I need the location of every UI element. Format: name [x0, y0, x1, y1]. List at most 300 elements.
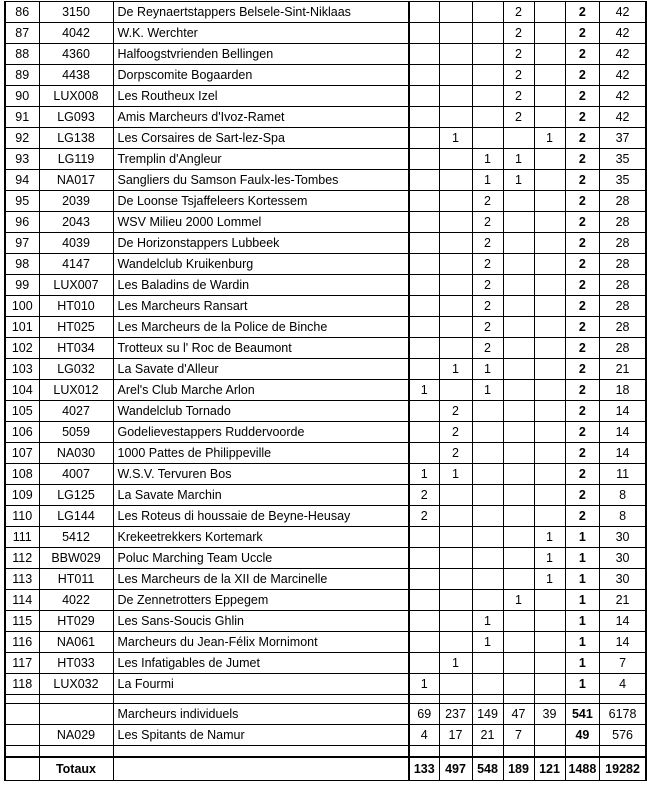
- count-cell-4: [503, 296, 534, 317]
- count-cell-3: [472, 443, 503, 464]
- count-cell-4: 7: [503, 725, 534, 746]
- total-count-cell: 1: [565, 590, 600, 611]
- club-name-cell: Les Spitants de Namur: [113, 725, 409, 746]
- club-name-cell: Halfoogstvrienden Bellingen: [113, 44, 409, 65]
- count-cell-4: [503, 548, 534, 569]
- total-count-cell: 2: [565, 506, 600, 527]
- total-count-cell: 1: [565, 674, 600, 695]
- code-cell: 4007: [39, 464, 113, 485]
- code-cell: NA017: [39, 170, 113, 191]
- rank-cell: 91: [5, 107, 39, 128]
- rank-cell: 86: [5, 2, 39, 23]
- points-cell: 28: [600, 275, 646, 296]
- code-cell: [39, 746, 113, 758]
- rank-cell: 118: [5, 674, 39, 695]
- club-name-cell: Les Routheux Izel: [113, 86, 409, 107]
- count-cell-5: 121: [534, 757, 565, 781]
- count-cell-1: [409, 149, 439, 170]
- club-name-cell: Tremplin d'Angleur: [113, 149, 409, 170]
- count-cell-1: 4: [409, 725, 439, 746]
- club-name-cell: Wandelclub Kruikenburg: [113, 254, 409, 275]
- club-name-cell: Les Infatigables de Jumet: [113, 653, 409, 674]
- rank-cell: 109: [5, 485, 39, 506]
- count-cell-2: [439, 149, 472, 170]
- count-cell-2: [439, 65, 472, 86]
- club-name-cell: Trotteux su l' Roc de Beaumont: [113, 338, 409, 359]
- club-name-cell: Arel's Club Marche Arlon: [113, 380, 409, 401]
- club-name-cell: [113, 746, 409, 758]
- rank-cell: 115: [5, 611, 39, 632]
- count-cell-2: 1: [439, 359, 472, 380]
- code-cell: HT011: [39, 569, 113, 590]
- spacer-row: [5, 695, 646, 704]
- club-name-cell: WSV Milieu 2000 Lommel: [113, 212, 409, 233]
- code-cell: 5412: [39, 527, 113, 548]
- points-cell: 35: [600, 170, 646, 191]
- count-cell-3: 2: [472, 275, 503, 296]
- total-count-cell: 2: [565, 44, 600, 65]
- points-cell: 42: [600, 44, 646, 65]
- code-cell: LG138: [39, 128, 113, 149]
- club-name-cell: Amis Marcheurs d'Ivoz-Ramet: [113, 107, 409, 128]
- count-cell-1: [409, 86, 439, 107]
- count-cell-3: 2: [472, 233, 503, 254]
- count-cell-2: [439, 275, 472, 296]
- count-cell-4: 2: [503, 23, 534, 44]
- total-count-cell: 1488: [565, 757, 600, 781]
- ranking-table: [4, 1, 647, 781]
- count-cell-5: [534, 107, 565, 128]
- rank-cell: 94: [5, 170, 39, 191]
- table-row: [5, 212, 646, 233]
- table-row: [5, 233, 646, 254]
- rank-cell: 107: [5, 443, 39, 464]
- count-cell-1: [409, 632, 439, 653]
- code-cell: 4042: [39, 23, 113, 44]
- points-cell: 28: [600, 191, 646, 212]
- club-name-cell: [113, 695, 409, 704]
- rank-cell: [5, 704, 39, 725]
- count-cell-4: 2: [503, 107, 534, 128]
- rank-cell: 97: [5, 233, 39, 254]
- rank-cell: 87: [5, 23, 39, 44]
- count-cell-1: [409, 527, 439, 548]
- table-row: [5, 23, 646, 44]
- rank-cell: 110: [5, 506, 39, 527]
- count-cell-4: 2: [503, 65, 534, 86]
- code-cell: [39, 695, 113, 704]
- count-cell-5: [534, 443, 565, 464]
- total-count-cell: 2: [565, 401, 600, 422]
- count-cell-3: 1: [472, 170, 503, 191]
- count-cell-5: [534, 401, 565, 422]
- count-cell-3: [472, 506, 503, 527]
- count-cell-2: [439, 527, 472, 548]
- code-cell: HT029: [39, 611, 113, 632]
- total-count-cell: 1: [565, 611, 600, 632]
- code-cell: HT034: [39, 338, 113, 359]
- points-cell: 35: [600, 149, 646, 170]
- table-row: [5, 86, 646, 107]
- count-cell-3: [472, 464, 503, 485]
- total-count-cell: 2: [565, 296, 600, 317]
- points-cell: 19282: [600, 757, 646, 781]
- count-cell-5: [534, 296, 565, 317]
- code-cell: HT033: [39, 653, 113, 674]
- count-cell-1: [409, 254, 439, 275]
- count-cell-1: [409, 2, 439, 23]
- count-cell-4: [503, 485, 534, 506]
- count-cell-3: [472, 485, 503, 506]
- count-cell-3: 1: [472, 632, 503, 653]
- total-count-cell: 541: [565, 704, 600, 725]
- count-cell-1: 2: [409, 485, 439, 506]
- table-row: [5, 275, 646, 296]
- rank-cell: 100: [5, 296, 39, 317]
- count-cell-5: [534, 695, 565, 704]
- count-cell-5: [534, 725, 565, 746]
- count-cell-4: [503, 128, 534, 149]
- rank-cell: 93: [5, 149, 39, 170]
- table-row: [5, 422, 646, 443]
- count-cell-3: 1: [472, 611, 503, 632]
- points-cell: [600, 746, 646, 758]
- points-cell: 8: [600, 506, 646, 527]
- club-name-cell: Les Roteus di houssaie de Beyne-Heusay: [113, 506, 409, 527]
- table-row: [5, 590, 646, 611]
- points-cell: 28: [600, 233, 646, 254]
- count-cell-4: [503, 527, 534, 548]
- count-cell-1: 1: [409, 464, 439, 485]
- count-cell-1: 1: [409, 674, 439, 695]
- count-cell-4: [503, 191, 534, 212]
- count-cell-1: [409, 548, 439, 569]
- rank-cell: 112: [5, 548, 39, 569]
- count-cell-3: 2: [472, 317, 503, 338]
- count-cell-2: [439, 338, 472, 359]
- total-count-cell: 2: [565, 149, 600, 170]
- count-cell-5: [534, 632, 565, 653]
- count-cell-1: 1: [409, 380, 439, 401]
- rank-cell: 90: [5, 86, 39, 107]
- table-row: [5, 380, 646, 401]
- count-cell-1: [409, 296, 439, 317]
- count-cell-4: [503, 611, 534, 632]
- count-cell-1: [409, 422, 439, 443]
- count-cell-4: [503, 443, 534, 464]
- club-name-cell: Les Sans-Soucis Ghlin: [113, 611, 409, 632]
- count-cell-4: [503, 506, 534, 527]
- rank-cell: [5, 725, 39, 746]
- club-name-cell: W.K. Werchter: [113, 23, 409, 44]
- count-cell-5: 1: [534, 128, 565, 149]
- points-cell: 42: [600, 23, 646, 44]
- club-name-cell: De Reynaertstappers Belsele-Sint-Niklaas: [113, 2, 409, 23]
- rank-cell: [5, 746, 39, 758]
- club-name-cell: Poluc Marching Team Uccle: [113, 548, 409, 569]
- count-cell-5: [534, 464, 565, 485]
- count-cell-4: 189: [503, 757, 534, 781]
- total-count-cell: [565, 695, 600, 704]
- code-cell: NA061: [39, 632, 113, 653]
- table-row: [5, 485, 646, 506]
- count-cell-4: [503, 212, 534, 233]
- code-cell: LUX012: [39, 380, 113, 401]
- count-cell-2: 1: [439, 464, 472, 485]
- total-count-cell: 2: [565, 233, 600, 254]
- count-cell-3: 21: [472, 725, 503, 746]
- count-cell-4: [503, 380, 534, 401]
- table-row: [5, 338, 646, 359]
- code-cell: LG119: [39, 149, 113, 170]
- count-cell-5: [534, 317, 565, 338]
- count-cell-3: [472, 65, 503, 86]
- code-cell: LUX008: [39, 86, 113, 107]
- code-cell: HT010: [39, 296, 113, 317]
- count-cell-3: [472, 548, 503, 569]
- table-row: [5, 107, 646, 128]
- club-name-cell: La Savate d'Alleur: [113, 359, 409, 380]
- count-cell-2: 17: [439, 725, 472, 746]
- count-cell-5: [534, 653, 565, 674]
- count-cell-3: 548: [472, 757, 503, 781]
- total-count-cell: 2: [565, 464, 600, 485]
- count-cell-2: [439, 548, 472, 569]
- count-cell-3: [472, 44, 503, 65]
- total-count-cell: 2: [565, 23, 600, 44]
- points-cell: 42: [600, 107, 646, 128]
- code-cell: HT025: [39, 317, 113, 338]
- table-row: [5, 401, 646, 422]
- total-count-cell: 2: [565, 107, 600, 128]
- total-count-cell: 2: [565, 128, 600, 149]
- table-row: [5, 653, 646, 674]
- summary-row: [5, 704, 646, 725]
- count-cell-4: [503, 359, 534, 380]
- count-cell-1: [409, 338, 439, 359]
- count-cell-3: [472, 653, 503, 674]
- count-cell-2: [439, 107, 472, 128]
- count-cell-3: [472, 23, 503, 44]
- count-cell-3: 1: [472, 380, 503, 401]
- points-cell: 14: [600, 422, 646, 443]
- points-cell: 576: [600, 725, 646, 746]
- rank-cell: 111: [5, 527, 39, 548]
- club-name-cell: Dorpscomite Bogaarden: [113, 65, 409, 86]
- table-row: [5, 2, 646, 23]
- count-cell-2: [439, 569, 472, 590]
- table-row: [5, 506, 646, 527]
- count-cell-5: [534, 359, 565, 380]
- count-cell-5: [534, 212, 565, 233]
- rank-cell: 104: [5, 380, 39, 401]
- table-row: [5, 611, 646, 632]
- count-cell-4: [503, 632, 534, 653]
- club-name-cell: La Savate Marchin: [113, 485, 409, 506]
- total-count-cell: 2: [565, 422, 600, 443]
- count-cell-1: [409, 107, 439, 128]
- count-cell-5: [534, 170, 565, 191]
- code-cell: 3150: [39, 2, 113, 23]
- total-count-cell: 2: [565, 338, 600, 359]
- points-cell: 14: [600, 632, 646, 653]
- count-cell-2: [439, 296, 472, 317]
- count-cell-5: [534, 611, 565, 632]
- count-cell-4: [503, 275, 534, 296]
- table-row: [5, 527, 646, 548]
- code-cell: 5059: [39, 422, 113, 443]
- points-cell: 28: [600, 338, 646, 359]
- total-count-cell: 2: [565, 212, 600, 233]
- table-body: [5, 2, 646, 781]
- count-cell-3: 2: [472, 296, 503, 317]
- rank-cell: 101: [5, 317, 39, 338]
- rank-cell: 95: [5, 191, 39, 212]
- count-cell-3: [472, 422, 503, 443]
- table-row: [5, 296, 646, 317]
- total-count-cell: 2: [565, 191, 600, 212]
- rank-cell: 103: [5, 359, 39, 380]
- total-count-cell: 49: [565, 725, 600, 746]
- summary-row: [5, 725, 646, 746]
- count-cell-4: 2: [503, 44, 534, 65]
- code-cell: NA029: [39, 725, 113, 746]
- count-cell-1: [409, 44, 439, 65]
- count-cell-4: [503, 338, 534, 359]
- club-name-cell: Wandelclub Tornado: [113, 401, 409, 422]
- count-cell-1: [409, 212, 439, 233]
- total-count-cell: [565, 746, 600, 758]
- total-count-cell: 2: [565, 170, 600, 191]
- count-cell-4: 2: [503, 86, 534, 107]
- code-cell: 4438: [39, 65, 113, 86]
- count-cell-4: [503, 401, 534, 422]
- club-name-cell: De Horizonstappers Lubbeek: [113, 233, 409, 254]
- count-cell-2: [439, 485, 472, 506]
- club-name-cell: Les Baladins de Wardin: [113, 275, 409, 296]
- count-cell-1: 69: [409, 704, 439, 725]
- points-cell: 14: [600, 401, 646, 422]
- count-cell-4: 1: [503, 149, 534, 170]
- count-cell-2: [439, 611, 472, 632]
- points-cell: 21: [600, 590, 646, 611]
- count-cell-5: [534, 233, 565, 254]
- rank-cell: 96: [5, 212, 39, 233]
- count-cell-5: [534, 485, 565, 506]
- count-cell-5: 1: [534, 548, 565, 569]
- club-name-cell: Marcheurs du Jean-Félix Mornimont: [113, 632, 409, 653]
- rank-cell: 89: [5, 65, 39, 86]
- count-cell-3: 2: [472, 212, 503, 233]
- count-cell-4: [503, 569, 534, 590]
- count-cell-5: [534, 674, 565, 695]
- table-row: [5, 149, 646, 170]
- table-row: [5, 254, 646, 275]
- count-cell-4: 1: [503, 590, 534, 611]
- count-cell-3: 149: [472, 704, 503, 725]
- table-row: [5, 632, 646, 653]
- count-cell-3: [472, 527, 503, 548]
- code-cell: NA030: [39, 443, 113, 464]
- total-count-cell: 2: [565, 65, 600, 86]
- count-cell-5: [534, 44, 565, 65]
- count-cell-1: [409, 170, 439, 191]
- count-cell-5: [534, 2, 565, 23]
- code-cell: 4147: [39, 254, 113, 275]
- table-row: [5, 443, 646, 464]
- count-cell-5: 1: [534, 569, 565, 590]
- total-count-cell: 2: [565, 443, 600, 464]
- points-cell: 11: [600, 464, 646, 485]
- code-cell: 2039: [39, 191, 113, 212]
- count-cell-2: 2: [439, 401, 472, 422]
- table-row: [5, 464, 646, 485]
- count-cell-1: [409, 128, 439, 149]
- club-name-cell: W.S.V. Tervuren Bos: [113, 464, 409, 485]
- count-cell-2: [439, 695, 472, 704]
- total-count-cell: 1: [565, 632, 600, 653]
- count-cell-2: [439, 212, 472, 233]
- count-cell-1: [409, 569, 439, 590]
- total-count-cell: 1: [565, 569, 600, 590]
- count-cell-3: [472, 107, 503, 128]
- count-cell-2: [439, 2, 472, 23]
- club-name-cell: Les Marcheurs Ransart: [113, 296, 409, 317]
- count-cell-3: [472, 128, 503, 149]
- count-cell-3: [472, 590, 503, 611]
- count-cell-3: 1: [472, 149, 503, 170]
- total-count-cell: 2: [565, 254, 600, 275]
- code-cell: LG032: [39, 359, 113, 380]
- table-row: [5, 548, 646, 569]
- count-cell-4: [503, 674, 534, 695]
- code-cell: 4027: [39, 401, 113, 422]
- total-count-cell: 2: [565, 275, 600, 296]
- club-name-cell: Sangliers du Samson Faulx-les-Tombes: [113, 170, 409, 191]
- count-cell-3: [472, 569, 503, 590]
- code-cell: 4360: [39, 44, 113, 65]
- count-cell-2: [439, 23, 472, 44]
- count-cell-2: [439, 632, 472, 653]
- rank-cell: 102: [5, 338, 39, 359]
- count-cell-3: 2: [472, 254, 503, 275]
- count-cell-1: [409, 359, 439, 380]
- points-cell: 4: [600, 674, 646, 695]
- code-cell: LUX032: [39, 674, 113, 695]
- count-cell-3: [472, 86, 503, 107]
- rank-cell: 117: [5, 653, 39, 674]
- count-cell-1: [409, 23, 439, 44]
- count-cell-1: 133: [409, 757, 439, 781]
- club-name-cell: De Zennetrotters Eppegem: [113, 590, 409, 611]
- club-name-cell: Les Corsaires de Sart-lez-Spa: [113, 128, 409, 149]
- points-cell: 18: [600, 380, 646, 401]
- table-row: [5, 65, 646, 86]
- table-row: [5, 128, 646, 149]
- rank-cell: 116: [5, 632, 39, 653]
- count-cell-4: [503, 653, 534, 674]
- club-name-cell: Marcheurs individuels: [113, 704, 409, 725]
- count-cell-5: [534, 254, 565, 275]
- club-name-cell: Les Marcheurs de la Police de Binche: [113, 317, 409, 338]
- count-cell-5: [534, 191, 565, 212]
- points-cell: 30: [600, 569, 646, 590]
- rank-cell: 88: [5, 44, 39, 65]
- points-cell: 37: [600, 128, 646, 149]
- count-cell-2: 1: [439, 128, 472, 149]
- points-cell: 42: [600, 65, 646, 86]
- total-count-cell: 1: [565, 548, 600, 569]
